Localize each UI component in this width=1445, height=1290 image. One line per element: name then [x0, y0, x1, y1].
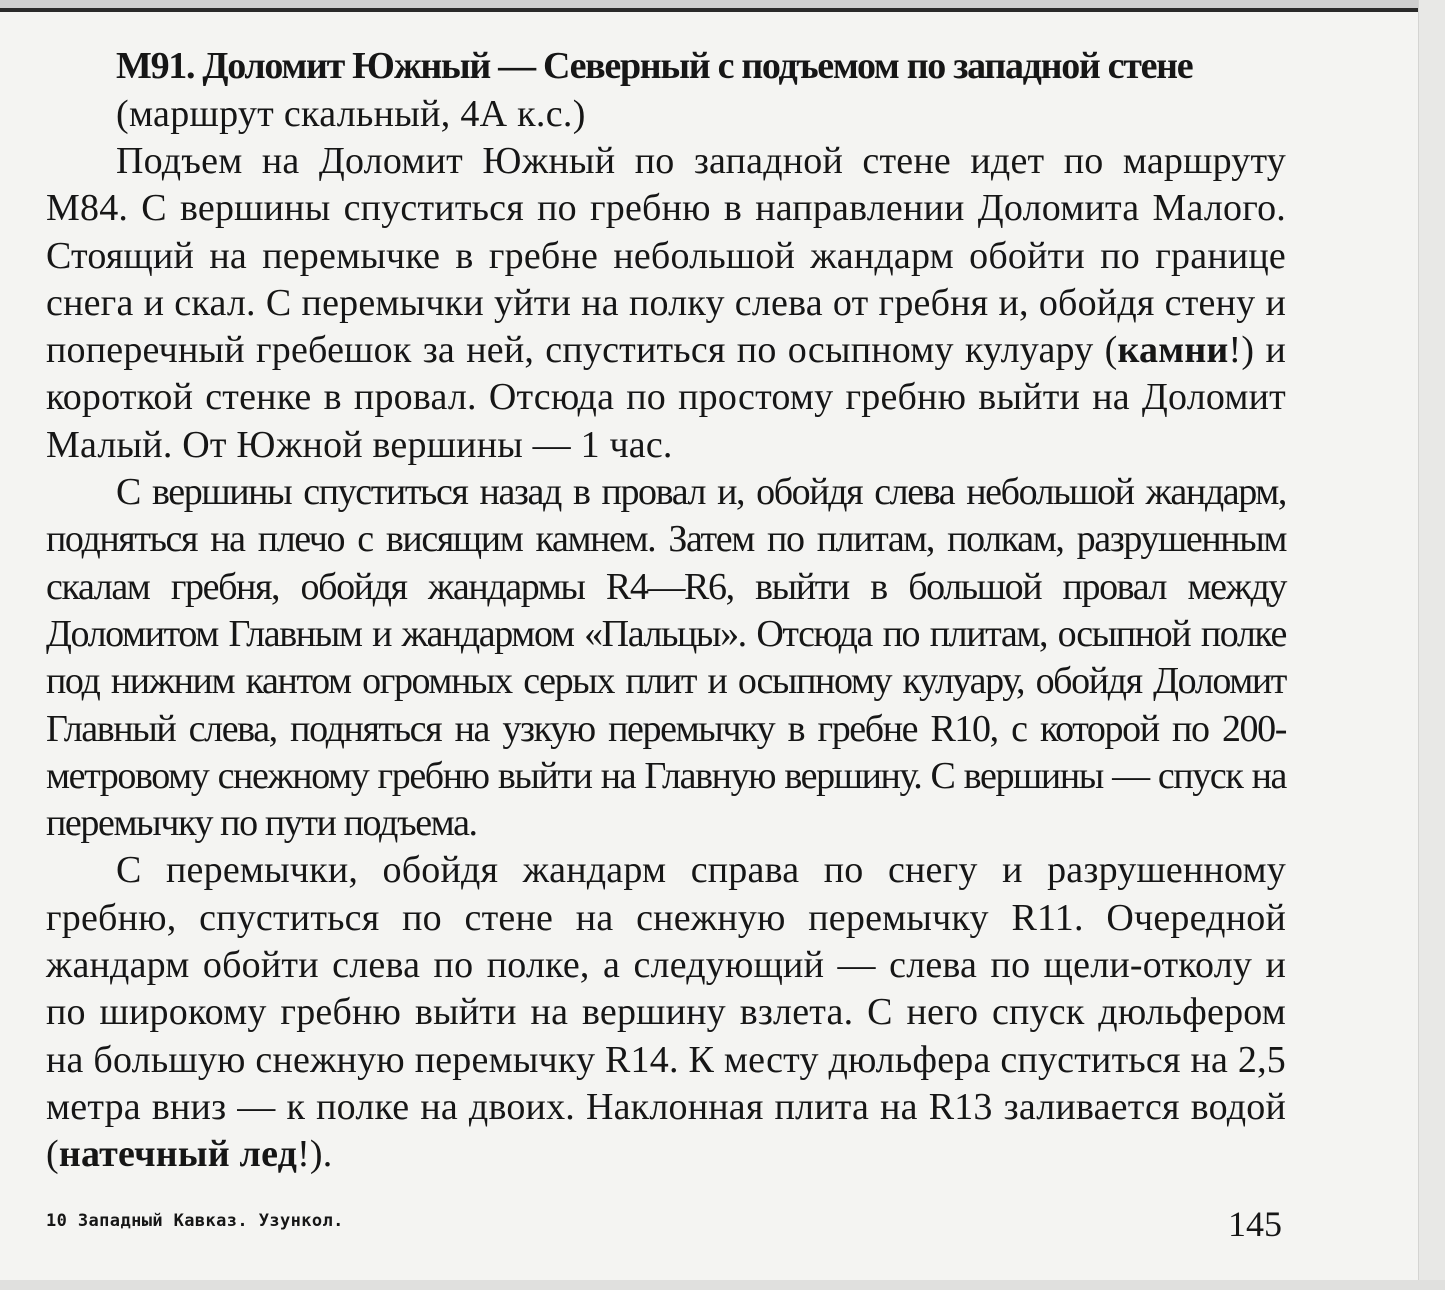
page-footer	[46, 1203, 1282, 1243]
route-description	[46, 42, 1286, 1179]
paragraph-2: С вершины спуститься назад в провал и, обойдя слева небольшой жандарм, подняться на плечо с висящим камнем. Затем по плитам, полкам, разрушенным скалам гребня, обойдя жандармы R4—R6, выйти в большой провал между Доломитом Главным и жандармом «Пальцы». Отсюда по плитам, осыпной полке под нижним кантом огромных серых плит и осыпному кулуару, обойдя Доломит Главный слева, подняться на узкую перемычку в гребне R10, с которой по 200-метровому снежному гребню выйти на Главную вершину. С вершины — спуск на перемычку по пути подъема.	[46, 471, 1286, 845]
scan-right-edge	[1418, 0, 1445, 1290]
route-subtitle: (маршрут скальный, 4А к.с.)	[116, 93, 586, 135]
paragraph-3	[46, 847, 1286, 1178]
paragraph-3-bold: натечный лед	[58, 1133, 298, 1176]
page-top-rule	[0, 8, 1445, 12]
paragraph-1-text-a: Подъем на Доломит Южный по западной стене идет по маршруту М84. С вершины спуститься по гребню в направлении Доломита Малого. Стоящий на перемычке в гребне небольшой жандарм обойти по границе снега и скал. С перемычки уйти на полку слева от гребня и, обойдя стену и поперечный гребешок за ней, спуститься по осыпному кулуару (	[46, 140, 1286, 372]
page-number: 145	[1228, 1204, 1282, 1244]
paragraph-3-text-b: !).	[297, 1133, 333, 1176]
route-title: М91. Доломит Южный — Северный с подъемом по западной стене	[116, 45, 1193, 87]
paragraph-3-text-a: С перемычки, обойдя жандарм справа по снегу и разрушенному гребню, спуститься по стене на снежную перемычку R11. Очередной жандарм обойти слева по полке, а следующий — слева по щели-отколу и по широкому гребню выйти на вершину взлета. С него спуск дюльфером на большую снежную перемычку R14. К месту дюльфера спуститься на 2,5 метра вниз — к полке на двоих. Наклонная плита на R13 заливается водой (	[46, 849, 1286, 1176]
footer-section-title: 10 Западный Кавказ. Узункол.	[46, 1211, 344, 1231]
paragraph-1-text-b: !) и короткой стенке в провал. Отсюда по простому гребню выйти на Доломит Малый. От Южной вершины — 1 час.	[46, 329, 1286, 466]
scan-top-band	[0, 0, 1445, 8]
scan-bottom-edge	[0, 1280, 1445, 1290]
paragraph-1-bold: камни	[1117, 329, 1229, 372]
paragraph-1	[46, 138, 1286, 469]
